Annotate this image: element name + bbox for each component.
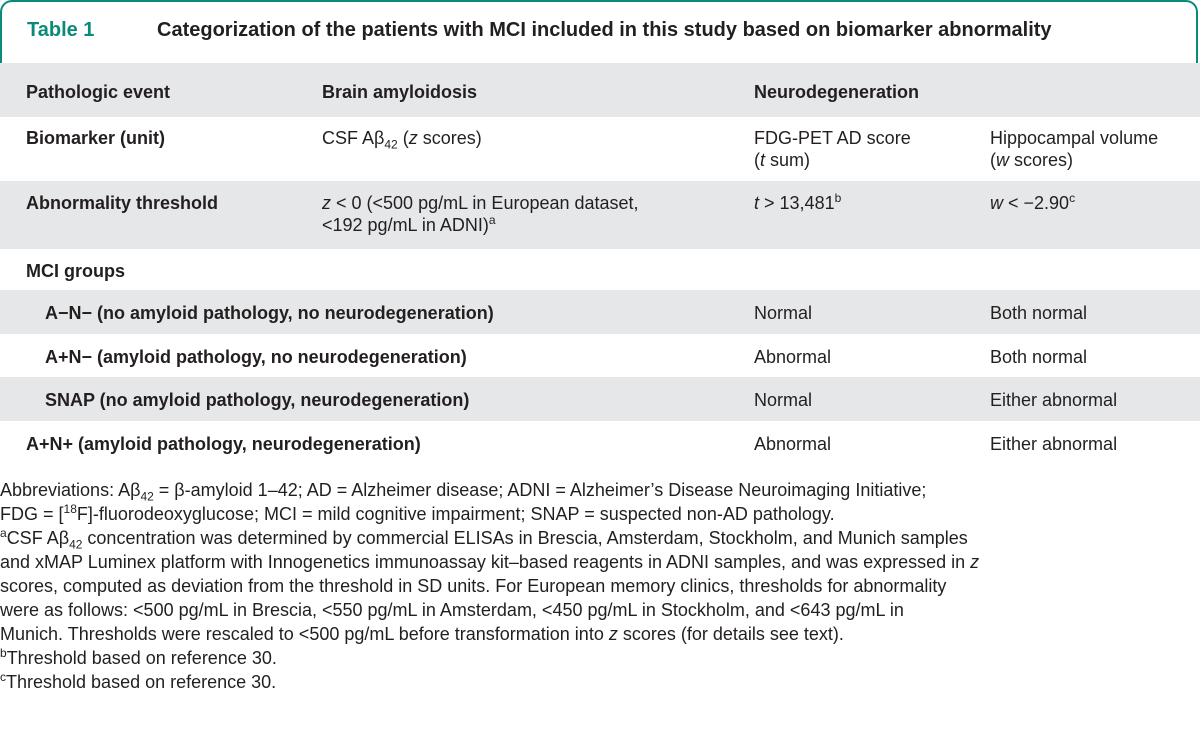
group-name: SNAP (no amyloid pathology, neurodegeneration): [45, 390, 470, 410]
footnote-a: $^a$CSF $A\beta_{42}$ concentration was determined by commercial ELISAs in Brescia, Amsterdam, Stockholm, and Munich samples and xMAP Luminex platform with Innogenetics immunoassay kit–based reagents in ADNI samples, and was expressed in z scores, computed as deviation from the threshold in SD units. For European memory clinics, thresholds for abnormality were as follows: <500 pg/mL in Brescia, <550 pg/mL in Amsterdam, <450 pg/mL in Stockholm, and <643 pg/mL in Munich. Thresholds were rescaled to <500 pg/mL before transformation into z scores (for details see text).: [0, 526, 980, 644]
biomarker-row: [0, 117, 1200, 181]
group-hippocampal: Either abnormal: [990, 390, 1118, 410]
table-row: [0, 421, 1200, 465]
biomarker-csf: CSF $A\beta_{42}$ (z scores): [322, 128, 482, 152]
threshold-amyloid: z < 0 (<500 pg/mL in European dataset, <192 pg/mL in ADNI)$^a$: [322, 193, 639, 235]
threshold-label: Abnormality threshold: [26, 193, 219, 213]
group-fdg: Abnormal: [754, 347, 832, 367]
table-title: Categorization of the patients with MCI included in this study based on biomarker abnormality: [157, 19, 1052, 41]
group-name: A+N− (amyloid pathology, no neurodegeneration): [45, 347, 467, 367]
group-name: A+N+ (amyloid pathology, neurodegeneration): [26, 434, 421, 454]
table-row: [0, 377, 1200, 421]
group-name: A−N− (no amyloid pathology, no neurodegeneration): [45, 303, 494, 323]
group-hippocampal: Either abnormal: [990, 434, 1118, 454]
group-hippocampal: Both normal: [990, 347, 1088, 367]
threshold-fdg: t > 13,481$^b$: [754, 191, 842, 213]
header-neurodegeneration: Neurodegeneration: [754, 82, 920, 102]
biomarker-hippocampal: Hippocampal volume (w scores): [990, 128, 1159, 170]
biomarker-fdg: FDG-PET AD score (t sum): [754, 128, 911, 170]
mci-groups-row: [0, 249, 1200, 290]
table-caption: [0, 0, 1198, 63]
header-pathologic-event: Pathologic event: [26, 82, 171, 102]
table-row: [0, 290, 1200, 334]
abbreviations-note: Abbreviations: $A\beta_{42}$ = β-amyloid 1–42; AD = Alzheimer disease; ADNI = Alzheimer’s Disease Neuroimaging Initiative; FDG = [$^{18}$F]-fluorodeoxyglucose; MCI = mild cognitive impairment; SNAP = suspected non-AD pathology.: [0, 480, 927, 524]
group-fdg: Normal: [754, 390, 813, 410]
mci-groups-label: MCI groups: [26, 261, 125, 281]
table-row: [0, 334, 1200, 377]
group-fdg: Abnormal: [754, 434, 832, 454]
biomarker-label: Biomarker (unit): [26, 128, 166, 148]
header-brain-amyloidosis: Brain amyloidosis: [322, 82, 478, 102]
header-row: [0, 63, 1200, 117]
footnote-c: $^c$Threshold based on reference 30.: [0, 670, 277, 692]
footnote-b: $^b$Threshold based on reference 30.: [0, 646, 277, 668]
group-fdg: Normal: [754, 303, 813, 323]
group-hippocampal: Both normal: [990, 303, 1088, 323]
data-table: [0, 63, 1200, 465]
threshold-row: [0, 181, 1200, 249]
table-label: Table 1: [27, 19, 95, 41]
table-footnotes: [0, 478, 1200, 694]
threshold-hippocampal: w < −2.90$^c$: [990, 191, 1076, 213]
